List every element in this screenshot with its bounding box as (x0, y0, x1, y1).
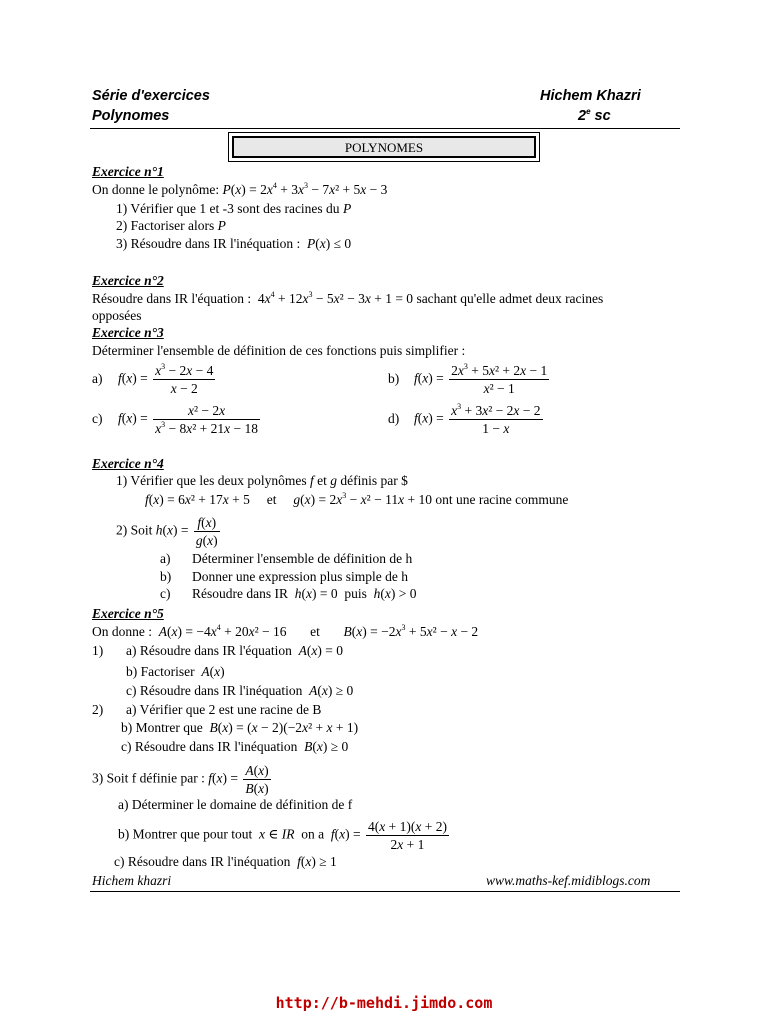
ex4-sub-b: b) Donner une expression plus simple de h (160, 569, 408, 584)
ex3-d: d) f(x) = $\frac{x^3 + 3x^2 - 2x - 2}{1 - x}$ (388, 402, 541, 436)
header-rule (90, 128, 680, 129)
ex3-c: c) f(x) = $\frac{\text{x² − 2x}}{x^3 - 8x^2 + 21x - 18}$ (92, 403, 259, 436)
header-series-title: Série d'exercices (92, 88, 210, 104)
ex1-intro: On donne le polynôme: $P(x) = 2x^4 + 3x^3 - 7x^2 + 5x - 3$ (92, 181, 388, 197)
ex3-b: b) f(x) = $\frac{2x^3 + 5x^2 + 2x - 1}{\text{x² − 1}}$ (388, 362, 548, 396)
ex3-c-fraction: $\frac{\text{x² − 2x}}{x^3 - 8x^2 + 21x - 18}$ (155, 403, 259, 436)
header-author: Hichem Khazri (540, 88, 641, 104)
ex3-b-fraction: $\frac{2x^3 + 5x^2 + 2x - 1}{\text{x² − 1}}$ (451, 362, 548, 396)
bottom-link[interactable]: http://b-mehdi.jimdo.com (275, 994, 493, 1012)
ex5-intro: On donne : $A(x) = -4x^4 + 20x^2 - 16$ et $B(x) = -2x^3 + 5x^2 - x - 2$ (92, 623, 479, 639)
ex3-a-fraction: $\frac{x^3 - 2x - 4}{x - 2}$ (155, 362, 214, 396)
ex5-p3c: c) Résoudre dans IR l'inéquation f(x) ≥ 1 (114, 854, 337, 869)
title-box (228, 132, 540, 162)
ex2-line1: Résoudre dans IR l'équation : $4x^4 + 12x^3 - 5x^2 - 3x + 1 = 0$ sachant qu'elle admet deux racines (92, 290, 604, 306)
ex1-item-1: 1) Vérifier que 1 et -3 sont des racines du P (116, 201, 352, 216)
ex4-sub-c: c) Résoudre dans IR h(x) = 0 puis h(x) > 0 (160, 586, 417, 601)
ex5-p1c: c) Résoudre dans IR l'inéquation A(x) ≥ 0 (126, 683, 354, 698)
footer-author: Hichem khazri (92, 873, 172, 888)
ex5-f-fraction: $\frac{A(x)}{B(x)}$ (245, 763, 269, 796)
ex5-p2a: a) Vérifier que 2 est une racine de B (126, 702, 322, 717)
ex4-polynomials: f(x) = 6x² + 17x + 5 et $g(x) = 2x^3 - x^2 - 11x + 10$ ont une racine commune (145, 491, 569, 507)
ex3-intro: Déterminer l'ensemble de définition de ces fonctions puis simplifier : (92, 343, 466, 358)
ex4-h-fraction: $\frac{f(x)}{g(x)}$ (195, 515, 218, 548)
ex5-p1b: b) Factoriser A(x) (126, 664, 225, 679)
footer-site[interactable]: www.maths-kef.midiblogs.com (486, 873, 651, 888)
ex1-item-3: 3) Résoudre dans IR l'inéquation : P(x) ≤ 0 (116, 236, 352, 251)
ex4-heading: Exercice n°4 (92, 456, 164, 471)
ex5-heading: Exercice n°5 (92, 606, 164, 621)
ex5-f-simplified-fraction: $\frac{4(x + 1)(x + 2)}{2x + 1}$ (367, 819, 447, 852)
footer-rule (90, 891, 680, 892)
ex4-item-2: 2) Soit h(x) = $\frac{f(x)}{g(x)}$ (116, 515, 218, 548)
ex5-p3: 3) Soit f définie par : f(x) = $\frac{A(x)}{B(x)}$ (92, 763, 269, 796)
ex3-heading: Exercice n°3 (92, 325, 164, 340)
ex3-d-fraction: $\frac{x^3 + 3x^2 - 2x - 2}{1 - x}$ (451, 402, 541, 436)
ex1-item-2: 2) Factoriser alors P (116, 218, 226, 233)
header-subject: Polynomes (92, 108, 170, 124)
ex5-part1-num: 1) (92, 643, 104, 658)
ex2-line2: opposées (92, 308, 142, 323)
ex4-item-1: 1) Vérifier que les deux polynômes f et g définis par $ (116, 473, 408, 488)
ex5-p1a: a) Résoudre dans IR l'équation A(x) = 0 (126, 643, 343, 658)
page-title: POLYNOMES (232, 136, 536, 158)
ex1-heading: Exercice n°1 (92, 164, 164, 179)
ex5-p2c: c) Résoudre dans IR l'inéquation B(x) ≥ 0 (121, 739, 349, 754)
ex5-p3a: a) Déterminer le domaine de définition de f (118, 797, 353, 812)
ex5-p3b: b) Montrer que pour tout x ∈ IR on a f(x) = $\frac{4(x + 1)(x + 2)}{2x + 1}$ (118, 819, 447, 852)
ex5-part2-num: 2) (92, 702, 104, 717)
ex2-heading: Exercice n°2 (92, 273, 164, 288)
ex4-sub-a: a) Déterminer l'ensemble de définition de h (160, 551, 413, 566)
ex3-a: a) f(x) = $\frac{x^3 - 2x - 4}{x - 2}$ (92, 362, 214, 396)
header-class: 2e sc (578, 107, 611, 124)
ex5-p2b: b) Montrer que B(x) = (x − 2)(−2x² + x + 1) (121, 720, 359, 735)
